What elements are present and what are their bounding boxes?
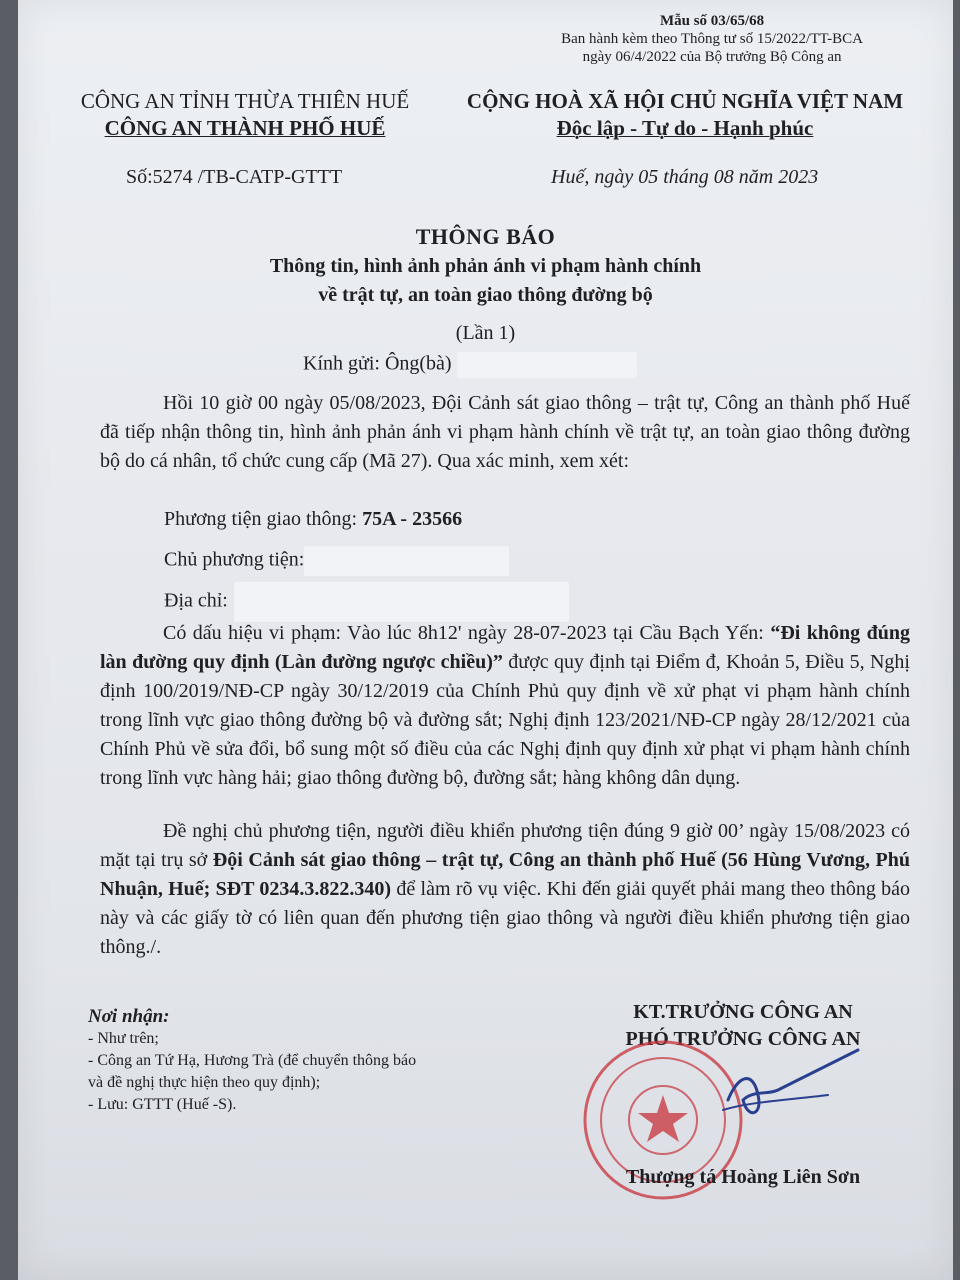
violation-paragraph: [100, 619, 910, 793]
request-location: Đội Cảnh sát giao thông – trật tự, Công an thành phố Huế (56 Hùng Vương, Phú Nhuận, Huế; SĐT 0234.3.822.340): [100, 849, 910, 900]
redacted-owner: [304, 546, 509, 576]
place-date: Huế, ngày 05 tháng 08 năm 2023: [551, 166, 819, 188]
vehicle-field: [164, 508, 462, 531]
intro-paragraph: Hồi 10 giờ 00 ngày 05/08/2023, Đội Cảnh sát giao thông – trật tự, Công an thành phố Huế đã tiếp nhận thông tin, hình ảnh phản ánh vi phạm hành chính về trật tự, an toàn giao thông đường bộ do cá nhân, tổ chức cung cấp (Mã 27). Qua xác minh, xem xét:: [100, 392, 910, 472]
national-motto: [450, 88, 920, 142]
owner-label: Chủ phương tiện:: [164, 548, 305, 571]
request-intro: Đề nghị chủ phương tiện, người điều khiển phương tiện đúng 9 giờ 00’ ngày 15/08/2023 có mặt tại trụ sở: [100, 820, 910, 871]
issuing-agency: [70, 88, 420, 142]
redacted-address: [234, 582, 569, 622]
address-field: [164, 582, 569, 622]
form-issued-date: ngày 06/4/2022 của Bộ trưởng Bộ Công an: [582, 49, 842, 65]
motto: Độc lập - Tự do - Hạnh phúc: [556, 116, 814, 140]
recipient-item: - Công an Tứ Hạ, Hương Trà (để chuyển thông báo: [88, 1052, 417, 1069]
signature-title-2: PHÓ TRƯỞNG CÔNG AN: [625, 1028, 861, 1050]
document-title: THÔNG BÁO: [415, 224, 556, 249]
form-issued-by: Ban hành kèm theo Thông tư số 15/2022/TT-BCA: [561, 31, 863, 47]
vehicle-plate: 75A - 23566: [362, 508, 463, 530]
recipient-item: - Lưu: GTTT (Huế -S).: [88, 1096, 237, 1113]
document-subtitle-1: Thông tin, hình ảnh phản ánh vi phạm hành chính: [269, 255, 702, 277]
greeting-label: Kính gửi: Ông(bà): [303, 352, 457, 375]
vehicle-label: Phương tiện giao thông:: [164, 508, 363, 530]
violation-intro: Có dấu hiệu vi phạm: Vào lúc 8h12' ngày 28-07-2023 tại Cầu Bạch Yến:: [163, 622, 771, 644]
recipients-block: [88, 1006, 416, 1116]
recipient-item: và đề nghị thực hiện theo quy định);: [88, 1074, 321, 1091]
signer-name: Thượng tá Hoàng Liên Sơn: [625, 1166, 861, 1188]
address-label: Địa chỉ:: [164, 589, 228, 612]
recipient-item: - Như trên;: [88, 1030, 159, 1047]
agency-parent: CÔNG AN TỈNH THỪA THIÊN HUẾ: [80, 89, 410, 113]
document-page: [18, 0, 953, 1280]
document-number: Số:5274 /TB-CATP-GTTT: [126, 166, 343, 188]
country-name: CỘNG HOÀ XÃ HỘI CHỦ NGHĨA VIỆT NAM: [466, 89, 904, 113]
request-paragraph: [100, 817, 910, 962]
form-code: Mẫu số 03/65/68: [659, 13, 765, 29]
owner-field: [164, 546, 509, 576]
greeting: [303, 352, 637, 378]
notice-count: (Lần 1): [455, 322, 516, 344]
redacted-recipient-name: [457, 352, 637, 378]
signature-title-1: KT.TRƯỞNG CÔNG AN: [633, 1001, 853, 1023]
violation-legal-basis: được quy định tại Điểm đ, Khoản 5, Điều 5, Nghị định 100/2019/NĐ-CP ngày 30/12/2019 của Chính Phủ quy định về xử phạt vi phạm hành chính trong lĩnh vực giao thông đường bộ và đường sắt; Nghị định 123/2021/NĐ-CP ngày 28/12/2021 của Chính Phủ về sửa đổi, bổ sung một số điều của các Nghị định quy định xử phạt vi phạm hành chính trong lĩnh vực hàng hải; giao thông đường bộ, đường sắt; hàng không dân dụng.: [100, 651, 910, 789]
violation-description: “Đi không đúng làn đường quy định (Làn đường ngược chiều)”: [100, 622, 910, 673]
recipients-heading: Nơi nhận:: [88, 1006, 170, 1027]
document-subtitle-2: về trật tự, an toàn giao thông đường bộ: [318, 284, 653, 306]
request-instructions: để làm rõ vụ việc. Khi đến giải quyết phải mang theo thông báo này và các giấy tờ có liên quan đến phương tiện giao thông và người điều khiển phương tiện giao thông./.: [100, 878, 911, 958]
agency-name: CÔNG AN THÀNH PHỐ HUẾ: [104, 116, 386, 140]
form-reference: [561, 12, 863, 66]
handwritten-signature-icon: [708, 1040, 888, 1130]
